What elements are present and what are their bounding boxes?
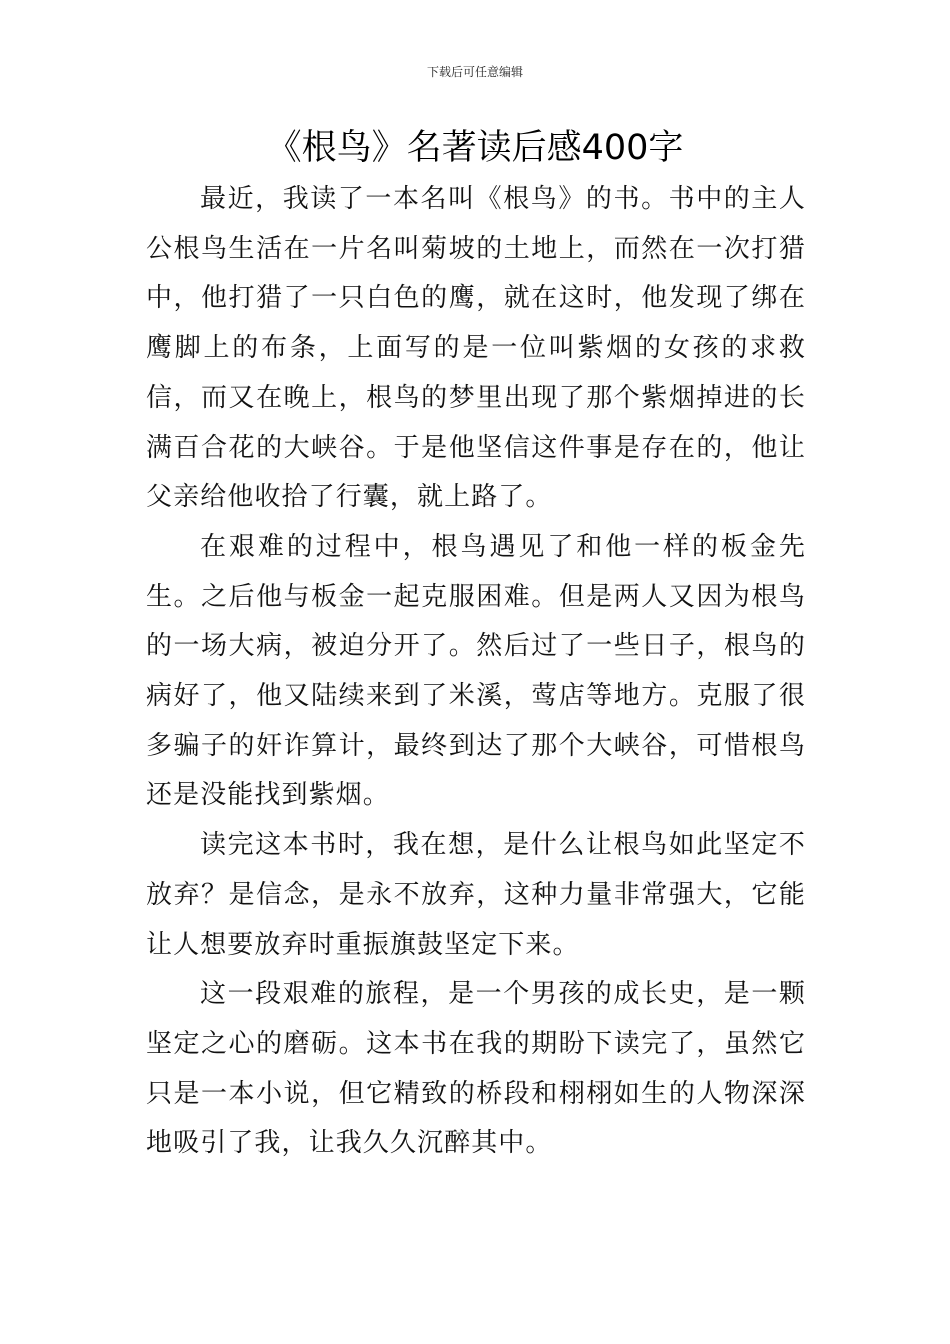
document-title: 《根鸟》名著读后感400字 — [266, 128, 684, 168]
document-body — [146, 175, 806, 1169]
paragraph-3: 读完这本书时，我在想，是什么让根鸟如此坚定不放弃？是信念，是永不放弃，这种力量非常强大，它能让人想要放弃时重振旗鼓坚定下来。 — [146, 830, 806, 960]
paragraph-2: 在艰难的过程中，根鸟遇见了和他一样的板金先生。之后他与板金一起克服困难。但是两人又因为根鸟的一场大病，被迫分开了。然后过了一些日子，根鸟的病好了，他又陆续来到了米溪，莺店等地方。克服了很多骗子的奸诈算计，最终到达了那个大峡谷，可惜根鸟还是没能找到紫烟。 — [146, 531, 806, 811]
paragraph-1: 最近，我读了一本名叫《根鸟》的书。书中的主人公根鸟生活在一片名叫菊坡的土地上，而然在一次打猎中，他打猎了一只白色的鹰，就在这时，他发现了绑在鹰脚上的布条，上面写的是一位叫紫烟的女孩的求救信，而又在晚上，根鸟的梦里出现了那个紫烟掉进的长满百合花的大峡谷。于是他坚信这件事是存在的，他让父亲给他收拾了行囊，就上路了。 — [146, 184, 806, 513]
paragraph-4: 这一段艰难的旅程，是一个男孩的成长史，是一颗坚定之心的磨砺。这本书在我的期盼下读完了，虽然它只是一本小说，但它精致的桥段和栩栩如生的人物深深地吸引了我，让我久久沉醉其中。 — [146, 979, 806, 1159]
page-header-note: 下载后可任意编辑 — [426, 65, 523, 79]
